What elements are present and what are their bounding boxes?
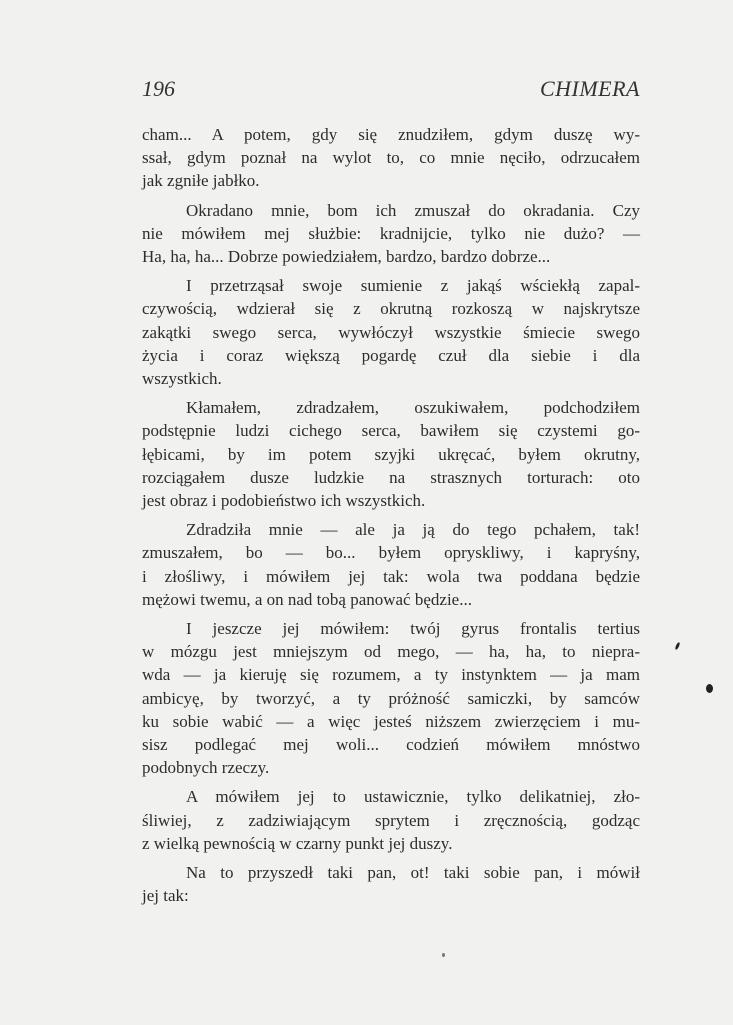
paragraph <box>142 861 640 907</box>
text-line: nie mówiłem mej służbie: kradnijcie, tylko nie dużo? — <box>142 223 640 243</box>
text-line: jak zgniłe jabłko. <box>142 171 260 191</box>
ink-speck <box>706 684 713 693</box>
running-title: CHIMERA <box>539 76 640 101</box>
paragraph <box>142 518 640 611</box>
text-line: Zdradziła mnie — ale ja ją do tego pchałem, tak! <box>186 520 640 540</box>
text-line: zakątki swego serca, wywłóczył wszystkie śmiecie swego <box>142 322 640 342</box>
text-line: w mózgu jest mniejszym od mego, — ha, ha, to niepra- <box>142 642 640 662</box>
paragraph <box>142 785 640 855</box>
paragraph <box>142 396 640 512</box>
text-line: sisz podlegać mej woli... codzień mówiłem mnóstwo <box>142 735 640 755</box>
text-line: I przetrząsał swoje sumienie z jakąś wściekłą zapal- <box>186 276 640 296</box>
paragraph <box>142 274 640 390</box>
text-line: ku sobie wabić — a więc jesteś niższem zwierzęciem i mu- <box>142 711 640 731</box>
ink-speck <box>674 642 680 651</box>
paragraph <box>142 199 640 269</box>
text-line: jest obraz i podobieństwo ich wszystkich. <box>142 491 426 511</box>
text-line: czywością, wdzierał się z okrutną rozkoszą w najskrytsze <box>142 299 640 319</box>
text-line: zmuszałem, bo — bo... byłem opryskliwy, i kapryśny, <box>142 543 640 563</box>
text-line: życia i coraz większą pogardę czuł dla siebie i dla <box>142 345 640 365</box>
text-line: Na to przyszedł taki pan, ot! taki sobie pan, i mówił <box>186 863 640 883</box>
page-number: 196 <box>142 76 175 101</box>
text-line: łębicami, by im potem szyjki ukręcać, byłem okrutny, <box>142 444 640 464</box>
text-line: Kłamałem, zdradzałem, oszukiwałem, podchodziłem <box>186 398 640 418</box>
text-line: śliwiej, z zadziwiającym sprytem i zręcznością, godząc <box>142 810 640 830</box>
text-line: podobnych rzeczy. <box>142 758 270 778</box>
ink-speck <box>442 953 445 957</box>
text-line: jej tak: <box>142 886 189 906</box>
text-line: ssał, gdym poznał na wylot to, co mnie nęciło, odrzucałem <box>142 148 640 168</box>
text-line: mężowi twemu, a on nad tobą panować będzie... <box>142 589 472 609</box>
body-text <box>142 123 640 908</box>
text-line: wda — ja kieruję się rozumem, a ty instynktem — ja mam <box>142 665 640 685</box>
text-line: cham... A potem, gdy się znudziłem, gdym duszę wy- <box>142 125 640 144</box>
paragraph <box>142 617 640 779</box>
text-line: Ha, ha, ha... Dobrze powiedziałem, bardzo, bardzo dobrze... <box>142 247 551 267</box>
text-line: i złośliwy, i mówiłem jej tak: wola twa poddana będzie <box>142 566 640 586</box>
page-header <box>142 76 640 106</box>
text-line: Okradano mnie, bom ich zmuszał do okradania. Czy <box>186 200 640 220</box>
text-line: wszystkich. <box>142 369 222 389</box>
paragraph <box>142 123 640 193</box>
text-line: podstępnie ludzi cichego serca, bawiłem się czystemi go- <box>142 421 640 441</box>
text-line: rozciągałem dusze ludzkie na strasznych torturach: oto <box>142 467 640 487</box>
text-line: A mówiłem jej to ustawicznie, tylko delikatniej, zło- <box>186 787 640 807</box>
text-line: z wielką pewnością w czarny punkt jej duszy. <box>142 833 453 853</box>
text-line: ambicyę, by tworzyć, a ty próżność samiczki, by samców <box>142 688 640 708</box>
text-line: I jeszcze jej mówiłem: twój gyrus frontalis tertius <box>186 619 640 639</box>
